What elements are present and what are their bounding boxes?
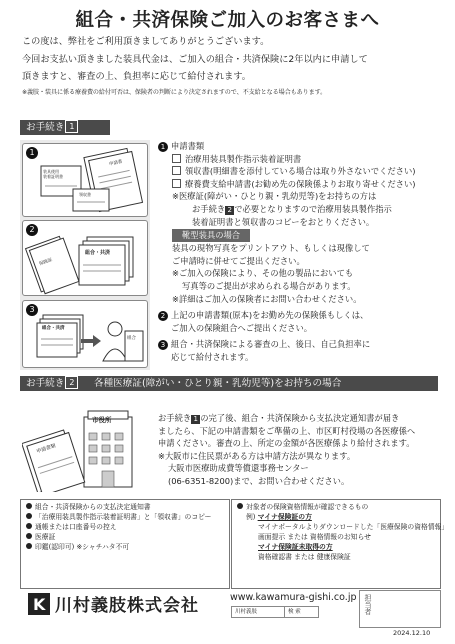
note-line: で必要となりますので治療用装具製作指示	[234, 203, 392, 214]
website-link[interactable]: www.kawamura-gishi.co.jp	[230, 592, 357, 603]
illus-label-receipt: 領収書	[79, 192, 91, 197]
issue-date: 2024.12.10	[393, 629, 431, 637]
doc-item: 治療用装具製作指示装着証明書	[185, 153, 302, 164]
item2-line: ご加入の保険組合へご提出ください。	[171, 322, 313, 333]
shoe-line: 装具の現物写真をプリントアウト、もしくは現像して	[172, 243, 370, 254]
step-ref-2: 2	[225, 206, 234, 215]
note-line: お手続き	[192, 203, 226, 214]
illus-number-3: 3	[26, 304, 38, 316]
shoe-line: 写真等のご提出が求められる場合があります。	[182, 280, 356, 291]
step2-line: お手続き	[158, 413, 192, 423]
qualification-detail: 資格確認書 または 健康保険証	[258, 553, 351, 561]
illus-label-counter: 組合	[127, 336, 136, 341]
required-item: 印鑑(認印可) ※シャチハタ不可	[35, 543, 130, 551]
company-logo	[28, 593, 50, 617]
bullet-icon	[26, 543, 32, 549]
bullet-icon	[26, 503, 32, 509]
step2-number: 2	[65, 376, 78, 389]
bullet-icon	[26, 523, 32, 529]
documents-illustration	[23, 144, 147, 216]
step1-header	[20, 120, 110, 135]
item3-line: 組合・共済保険による審査の上、後日、自己負担率に	[171, 339, 371, 350]
step2-line: 大阪市医療助成費等償還事務センター	[168, 463, 309, 473]
item3-line: 応じて給付されます。	[171, 351, 254, 362]
intro-note: ※義肢・装具に係る療養費の給付可否は、保険者の判断により決定されますので、不支給となる場合もあります。	[22, 89, 327, 96]
staff-label: 担当者	[364, 594, 372, 615]
doc-item: 療養費支給申請書(お勧め先の保険係よりお取り寄せください)	[185, 178, 416, 189]
illus-number-1: 1	[26, 147, 38, 159]
qualification-head: 対象者の保険資格情報が確認できるもの	[246, 503, 369, 511]
intro-line: この度は、弊社をご利用頂きましてありがとうございます。	[22, 36, 270, 47]
illus-doc-label: 申請書類	[35, 443, 57, 455]
bullet-icon	[26, 513, 32, 519]
required-item: 通帳または口座番号の控え	[35, 523, 117, 531]
intro-line: 今回お支払い頂きました装具代金は、ご加入の組合・共済保険に2年以内に申請して	[22, 53, 368, 65]
bullet-icon	[237, 503, 243, 509]
step1-number: 1	[65, 120, 78, 133]
step1-illustrations	[20, 140, 150, 370]
item-number-3: 3	[158, 340, 168, 350]
illustration-application	[22, 220, 148, 296]
checkbox-icon	[172, 166, 181, 175]
intro-text	[22, 33, 442, 86]
step2-line: 申請ください。審査の上、所定の金額が各医療係より給付されます。	[158, 438, 415, 448]
search-box[interactable]	[231, 606, 319, 618]
step2-line: ましたら、下記の申請書類をご準備の上、市区町村役場の各医療係へ	[158, 425, 416, 436]
insurance-qualification-box	[231, 499, 449, 589]
item1-title: 申請書類	[171, 141, 205, 151]
illustration-submit	[22, 300, 148, 368]
intro-line: 頂きますと、審査の上、負担率に応じて給付されます。	[22, 71, 251, 82]
required-item: 医療証	[35, 533, 56, 541]
illus-label-stack: 組合・共済	[85, 250, 111, 256]
step2-illustration	[22, 407, 137, 492]
shoe-line: ご申請時に併せてご提出ください。	[172, 255, 305, 266]
item2-line: 上記の申請書類(原本)をお勤め先の保険係もしくは、	[171, 310, 369, 321]
step1-instructions	[158, 140, 443, 364]
logo-letter: K	[33, 595, 46, 614]
required-item: 組合・共済保険からの支払決定通知書	[35, 503, 151, 511]
step2-line: の完了後、組合・共済保険から支払決定通知書が届き	[200, 413, 400, 423]
step2-instructions	[158, 412, 443, 487]
submit-illustration	[23, 301, 147, 367]
search-button[interactable]: 検 索	[284, 607, 304, 617]
illus-number-2: 2	[26, 224, 38, 236]
required-item: 「治療用装具製作指示装着証明書」と「領収書」のコピー	[35, 513, 212, 521]
step-ref-1: 1	[191, 415, 200, 424]
illus-label-form: 装具使用 装着証明書	[43, 169, 63, 179]
page-title: 組合・共済保険ご加入のお客さまへ	[75, 10, 380, 31]
example-label: 例)	[246, 513, 256, 521]
checkbox-icon	[172, 154, 181, 163]
step2-label: お手続き	[26, 378, 65, 389]
illus-office-label: 市役所	[92, 416, 112, 424]
illus-label-card: 保険証	[38, 257, 54, 268]
search-keyword: 川村義肢	[235, 609, 258, 615]
company-name: 川村義肢株式会社	[55, 596, 199, 616]
step2-line: (06-6351-8200)まで、お問い合わせください。	[168, 475, 350, 486]
shoe-line: ※詳細はご加入の保険者にお問い合わせください。	[172, 293, 362, 304]
item-number-1: 1	[158, 142, 168, 152]
shoe-heading: 靴型装具の場合	[172, 229, 250, 242]
no-card-title: マイナ保険証未取得の方	[258, 543, 333, 551]
doc-item: 領収書(明細書を添付している場合は取り外さないでください)	[185, 166, 416, 177]
staff-stamp-box	[359, 590, 441, 628]
qualification-detail: マイナポータルよりダウンロードした「医療保険の資格情報」	[258, 523, 449, 531]
shoe-line: ※ご加入の保険により、その他の製品においても	[172, 268, 354, 279]
required-docs-list	[20, 499, 230, 589]
bullet-icon	[26, 533, 32, 539]
note-line: 装着証明書と領収書のコピーをおとりください。	[192, 216, 375, 227]
mynumber-card-title: マイナ保険証の方	[257, 513, 312, 521]
qualification-detail: 画面提示 または 資格情報のお知らせ	[258, 533, 371, 541]
illustration-documents	[22, 143, 148, 217]
item-number-2: 2	[158, 311, 168, 321]
step1-label: お手続き	[26, 122, 65, 133]
illus-label-stack2: 組合・共済	[42, 326, 65, 331]
step2-header	[20, 376, 438, 391]
application-illustration	[23, 221, 147, 295]
illus-label-book: 申請書	[108, 159, 123, 168]
note-line: ※医療証(障がい・ひとり親・乳幼児等)をお持ちの方は	[172, 191, 377, 202]
step2-line: ※大阪市に住民票がある方は申請方法が異なります。	[158, 450, 356, 461]
checkbox-icon	[172, 179, 181, 188]
step2-title: 各種医療証(障がい・ひとり親・乳幼児等)をお持ちの場合	[94, 378, 342, 389]
